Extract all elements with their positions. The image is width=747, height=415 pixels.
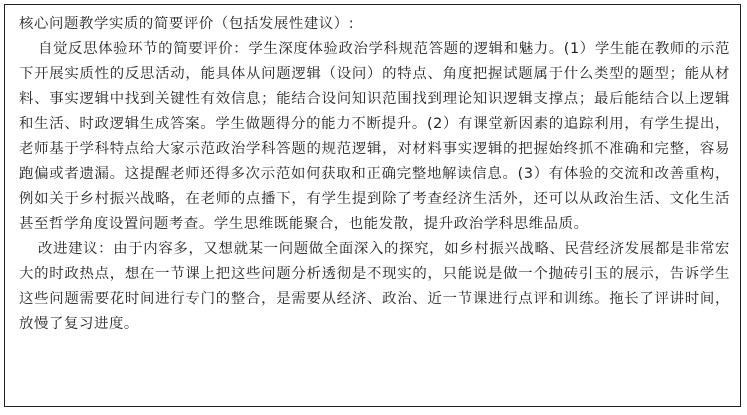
reflection-paragraph: 自觉反思体验环节的简要评价：学生深度体验政治学科规范答题的逻辑和魅力。(1）学生能在教师的示范下开展实质性的反思活动，能具体从问题逻辑（设问）的特点、角度把握试题属于什么类型的题型；能从材料、事实逻辑中找到关键性有效信息；能结合设问知识范围找到理论知识逻辑支撑点；最后能结合以上逻辑和生活、时政逻辑生成答案。学生做题得分的能力不断提升。(2）有课堂新因素的追踪利用，有学生提出，老师基于学科特点给大家示范政治学科答题的规范逻辑，对材料事实逻辑的把握始终抓不准确和完整，容易跑偏或者遗漏。这提醒老师还得多次示范如何获取和正确完整地解读信息。(3）有体验的交流和改善重构，例如关于乡村振兴战略，在老师的点播下，有学生提到除了考查经济生活外，还可以从政治生活、文化生活甚至哲学角度设置问题考查。学生思维既能聚合，也能发散，提升政治学科思维品质。 — [19, 41, 730, 232]
evaluation-box — [4, 4, 741, 407]
suggestion-paragraph: 改进建议：由于内容多，又想就某一问题做全面深入的探究，如乡村振兴战略、民营经济发展都是非常宏大的时政热点，想在一节课上把这些问题分析透彻是不现实的，只能说是做一个抛砖引玉的展示，告诉学生这些问题需要花时间进行专门的整合，是需要从经济、政治、近一节课进行点评和训练。拖长了评讲时间，放慢了复习进度。 — [19, 241, 730, 332]
section-heading: 核心问题教学实质的简要评价（包括发展性建议）: — [19, 16, 355, 32]
